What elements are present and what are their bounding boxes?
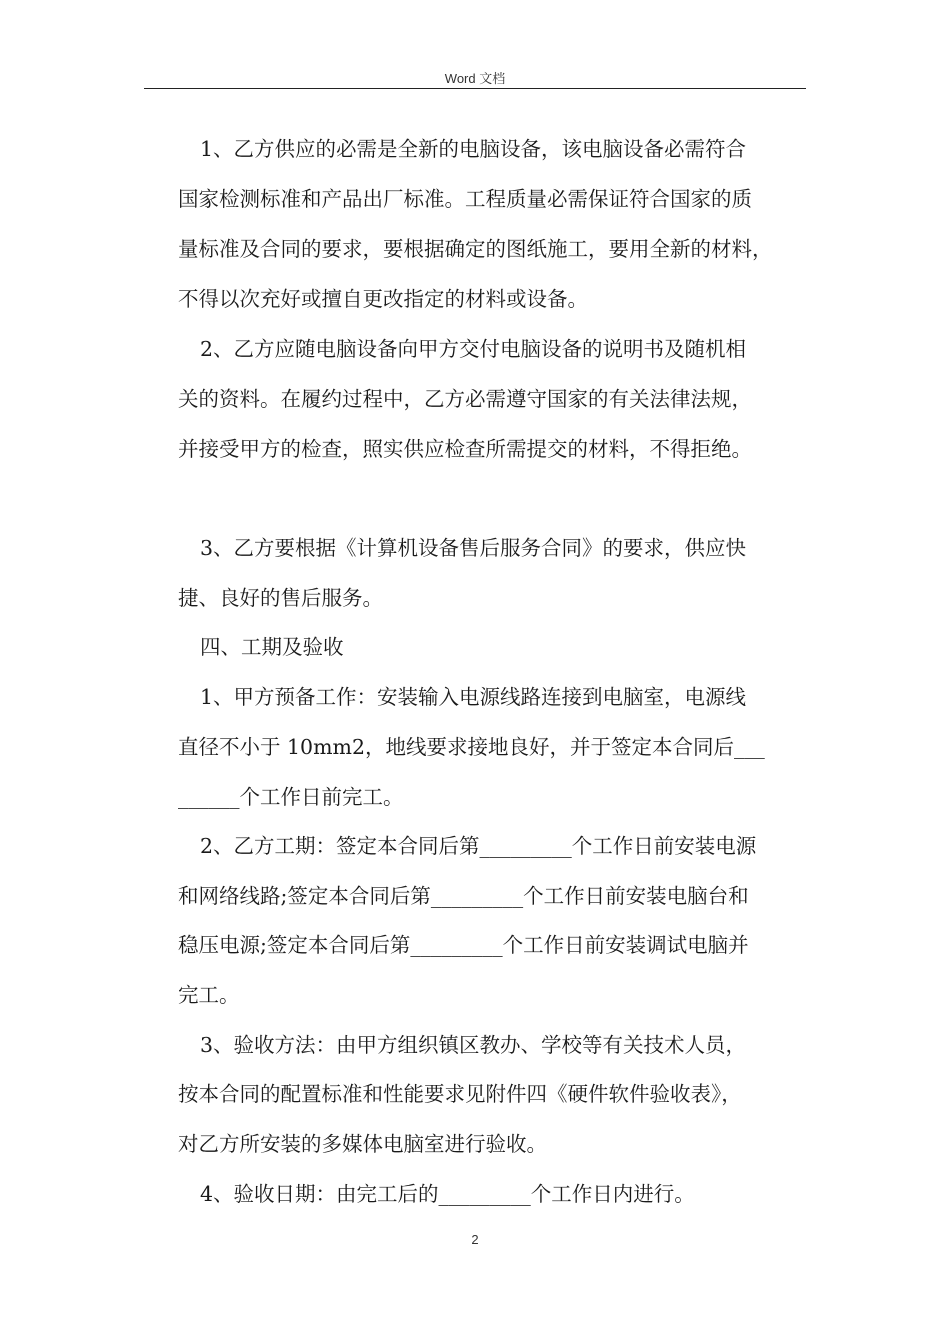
body-line: 直径不小于 10mm2，地线要求接地良好，并于签定本合同后___ (178, 735, 765, 759)
body-line: 关的资料。在履约过程中，乙方必需遵守国家的有关法律法规， (178, 387, 752, 411)
body-line: 量标准及合同的要求，要根据确定的图纸施工，要用全新的材料， (178, 237, 773, 261)
page-header-title: Word 文档 (444, 71, 506, 86)
section-heading: 四、工期及验收 (200, 635, 344, 659)
body-line: 1、乙方供应的必需是全新的电脑设备，该电脑设备必需符合 (200, 137, 747, 161)
page-number: 2 (471, 1232, 479, 1247)
body-line: 3、乙方要根据《计算机设备售后服务合同》的要求，供应快 (200, 536, 747, 560)
body-line: 3、验收方法：由甲方组织镇区教办、学校等有关技术人员， (200, 1033, 747, 1057)
body-line: ______个工作日前完工。 (178, 785, 404, 809)
body-line: 稳压电源;签定本合同后第_________个工作日前安装调试电脑并 (178, 933, 749, 957)
header-divider (144, 88, 806, 89)
body-line: 对乙方所安装的多媒体电脑室进行验收。 (178, 1132, 547, 1156)
body-line: 按本合同的配置标准和性能要求见附件四《硬件软件验收表》， (178, 1082, 742, 1106)
body-line: 捷、良好的售后服务。 (178, 586, 383, 610)
body-line: 2、乙方应随电脑设备向甲方交付电脑设备的说明书及随机相 (200, 337, 747, 361)
body-line: 国家检测标准和产品出厂标准。工程质量必需保证符合国家的质 (178, 187, 752, 211)
body-line: 完工。 (178, 983, 240, 1007)
body-line: 2、乙方工期：签定本合同后第_________个工作日前安装电源 (200, 834, 757, 858)
body-line: 不得以次充好或擅自更改指定的材料或设备。 (178, 287, 588, 311)
body-line: 1、甲方预备工作：安装输入电源线路连接到电脑室，电源线 (200, 685, 747, 709)
body-line: 并接受甲方的检查，照实供应检查所需提交的材料，不得拒绝。 (178, 437, 752, 461)
body-line: 4、验收日期：由完工后的_________个工作日内进行。 (200, 1182, 695, 1206)
body-line: 和网络线路;签定本合同后第_________个工作日前安装电脑台和 (178, 884, 749, 908)
